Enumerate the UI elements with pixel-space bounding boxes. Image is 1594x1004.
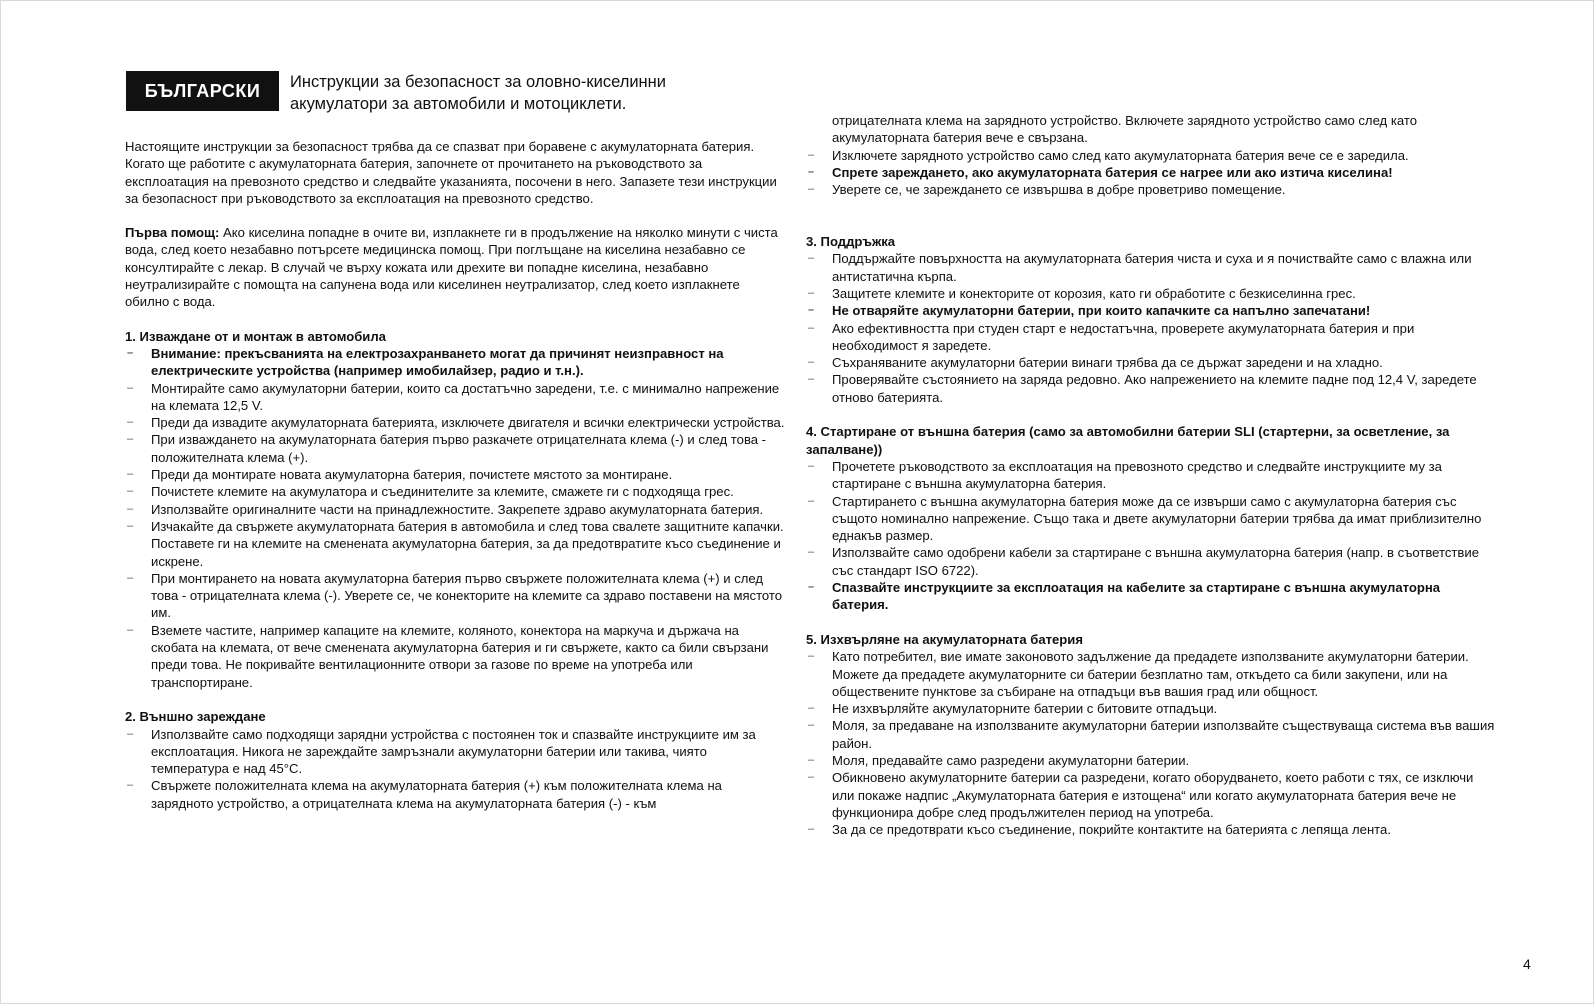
first-aid-text: Ако киселина попадне в очите ви, изплакнете ги в продължение на няколко минути с чиста вода, след което незабавно потърсете медицинска помощ. При поглъщане на киселина незабавно се консултирайте с лекар. В случай че върху кожата или дрехите ви попадне киселина, незабавно неутрализирайте с помощта на сапунена вода или киселинен неутрализатор, след което изплакнете обилно с вода.: [125, 225, 778, 310]
section-heading: 5. Изхвърляне на акумулаторната батерия: [806, 631, 1083, 647]
list-item: – Не изхвърляйте акумулаторните батерии с битовите отпадъци.: [806, 700, 1496, 717]
list-item: – Внимание: прекъсванията на електрозахранването могат да причинят неизправност на електрическите устройства (например имобилайзер, радио и т.н.).: [125, 345, 785, 380]
list-item: – При монтирането на новата акумулаторна батерия първо свържете положителната клема (+) и след това - отрицателната клема (-). Уверете се, че конекторите на клемите са здраво поставени на мястото им.: [125, 570, 785, 622]
language-badge: БЪЛГАРСКИ: [126, 71, 279, 111]
left-column: [125, 138, 785, 812]
list-item: – Прочетете ръководството за експлоатация на превозното средство и следвайте инструкциите му за стартиране с външна акумулаторна батерия.: [806, 458, 1496, 493]
section-heading: 3. Поддръжка: [806, 234, 896, 250]
list-item: – Изчакайте да свържете акумулаторната батерия в автомобила и след това свалете защитните капачки. Поставете ги на клемите на сменената акумулаторна батерия, за да предотвратите късо съединение и искрене.: [125, 518, 785, 570]
list-item: – Монтирайте само акумулаторни батерии, които са достатъчно заредени, т.е. с минимално напрежение на клемата 12,5 V.: [125, 380, 785, 415]
list-item: – Като потребител, вие имате законовото задължение да предадете използваните акумулаторни батерии. Можете да предадете акумулаторните си батерии безплатно там, откъдето са били закупени, или на обществените пунктове за събиране на отпадъци във вашия град или общност.: [806, 648, 1496, 700]
list-item: – Обикновено акумулаторните батерии са разредени, когато оборудването, което работи с тях, се изключи или покаже надпис „Акумулаторната батерия е изтощена“ или когато акумулаторната батерия вече не функционира добре след продължителен период на употреба.: [806, 769, 1496, 821]
section-4-list: [806, 458, 1496, 614]
section-heading: 2. Външно зареждане: [125, 709, 266, 725]
list-item: – Използвайте само одобрени кабели за стартиране с външна акумулаторна батерия (напр. в съответствие със стандарт ISO 6722).: [806, 544, 1496, 579]
section-5-list: [806, 648, 1496, 838]
list-item: – Използвайте само подходящи зарядни устройства с постоянен ток и спазвайте инструкциите им за експлоатация. Никога не зареждайте замръзнали акумулаторни батерии или такива, чиято температура е над 45°C.: [125, 726, 785, 778]
list-item: – Преди да монтирате новата акумулаторна батерия, почистете мястото за монтиране.: [125, 466, 785, 483]
first-aid-paragraph: [125, 224, 785, 310]
document-title: [290, 71, 666, 115]
list-item: – Не отваряйте акумулаторни батерии, при които капачките са напълно запечатани!: [806, 302, 1496, 319]
first-aid-label: Първа помощ:: [125, 225, 220, 241]
list-item: – Уверете се, че зареждането се извършва в добре проветриво помещение.: [806, 181, 1496, 198]
list-item: – Спрете зареждането, ако акумулаторната батерия се нагрее или ако изтича киселина!: [806, 164, 1496, 181]
list-item: – Преди да извадите акумулаторната батерията, изключете двигателя и всички електрически устройства.: [125, 414, 785, 431]
list-item: – Поддържайте повърхността на акумулаторната батерия чиста и суха и я почиствайте само с влажна или антистатична кърпа.: [806, 250, 1496, 285]
right-column: [806, 112, 1496, 838]
list-item: – Почистете клемите на акумулатора и съединителите за клемите, смажете ги с подходяща грес.: [125, 483, 785, 500]
list-item: – Проверявайте състоянието на заряда редовно. Ако напрежението на клемите падне под 12,4 V, заредете отново батерията.: [806, 371, 1496, 406]
section-3-list: [806, 250, 1496, 406]
list-item: – Спазвайте инструкциите за експлоатация на кабелите за стартиране с външна акумулаторна батерия.: [806, 579, 1496, 614]
list-item: – Ако ефективността при студен старт е недостатъчна, проверете акумулаторната батерия и при необходимост я заредете.: [806, 320, 1496, 355]
section-heading: 4. Стартиране от външна батерия (само за автомобилни батерии SLI (стартерни, за осветление, за запалване)): [806, 424, 1450, 457]
title-line-1: Инструкции за безопасност за оловно-киселинни: [290, 73, 666, 91]
list-item: – При изваждането на акумулаторната батерия първо разкачете отрицателната клема (-) и след това - положителната клема (+).: [125, 431, 785, 466]
list-item: – Защитете клемите и конекторите от корозия, като ги обработите с безкиселинна грес.: [806, 285, 1496, 302]
list-item: – Използвайте оригиналните части на принадлежностите. Закрепете здраво акумулаторната батерия.: [125, 501, 785, 518]
list-item: – Съхраняваните акумулаторни батерии винаги трябва да се държат заредени и на хладно.: [806, 354, 1496, 371]
list-item: – Вземете частите, например капаците на клемите, коляното, конектора на маркуча и държача на скобата на клемата, от вече сменената акумулаторна батерия и ги свържете, както са били свързани преди това. Не покривайте вентилационните отвори за газове по време на употреба или транспортиране.: [125, 622, 785, 691]
section-1-list: [125, 345, 785, 691]
page-number: 4: [1523, 956, 1531, 972]
list-item: – Свържете положителната клема на акумулаторната батерия (+) към положителната клема на зарядното устройство, а отрицателната клема на акумулаторната батерия (-) - към: [125, 777, 785, 812]
list-item: – Моля, за предаване на използваните акумулаторни батерии използвайте съществуваща система във вашия район.: [806, 717, 1496, 752]
intro-paragraph: Настоящите инструкции за безопасност трябва да се спазват при боравене с акумулаторната батерия. Когато ще работите с акумулаторната батерия, започнете от прочитането на ръководството за експлоатация на превозното средство и следвайте указанията, посочени в него. Запазете тези инструкции за безопасност при ръководството за експлоатация на превозното средство.: [125, 139, 777, 206]
list-item: – Стартирането с външна акумулаторна батерия може да се извърши само с акумулаторна батерия със същото номинално напрежение. Също така и двете акумулаторни батерии трябва да имат приблизително еднакъв размер.: [806, 493, 1496, 545]
section-heading: 1. Изваждане от и монтаж в автомобила: [125, 328, 386, 344]
list-item-continuation: отрицателната клема на зарядното устройство. Включете зарядното устройство само след като акумулаторната батерия вече е свързана.: [832, 113, 1417, 146]
list-item: – За да се предотврати късо съединение, покрийте контактите на батерията с лепяща лента.: [806, 821, 1496, 838]
list-item: – Изключете зарядното устройство само след като акумулаторната батерия вече се е заредила.: [806, 147, 1496, 164]
section-2-list: [125, 726, 785, 812]
section-2-list-continued: [806, 147, 1496, 199]
title-line-2: акумулатори за автомобили и мотоциклети.: [290, 95, 627, 113]
list-item: – Моля, предавайте само разредени акумулаторни батерии.: [806, 752, 1496, 769]
